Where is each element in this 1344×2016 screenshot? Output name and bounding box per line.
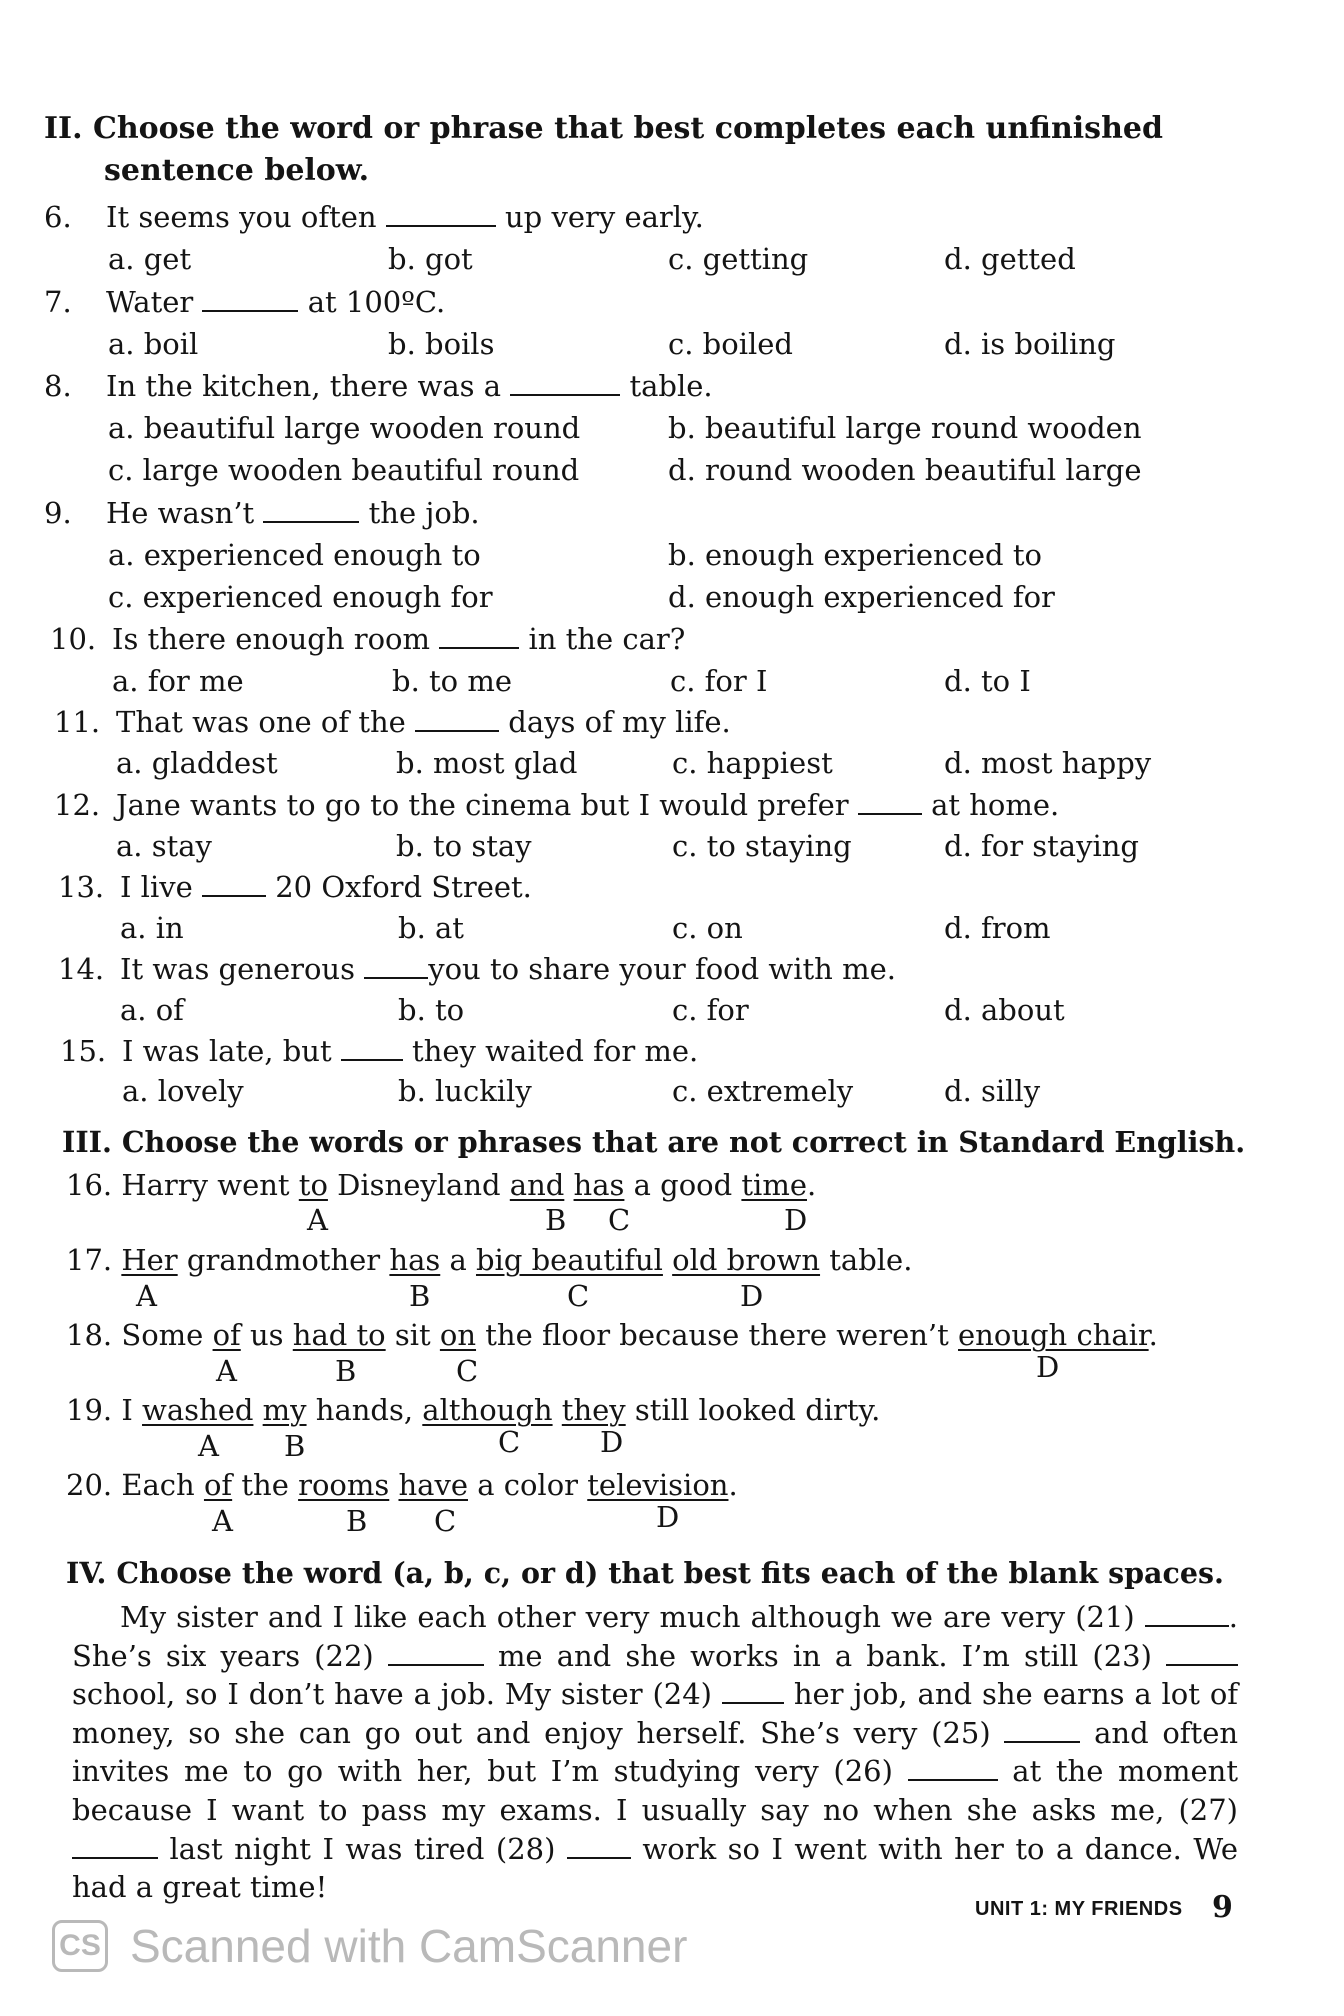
question-18: 18. Some of us had to sit on the floor because there weren’t enough chair.	[66, 1318, 1158, 1352]
label-19-d: D	[600, 1425, 624, 1459]
label-20-c: C	[434, 1504, 457, 1538]
label-17-d: D	[740, 1279, 764, 1313]
option-11b: b. most glad	[396, 746, 578, 780]
option-13b: b. at	[398, 911, 464, 945]
option-10a: a. for me	[112, 664, 244, 698]
option-7d: d. is boiling	[944, 327, 1116, 361]
camscanner-logo-icon: CS	[52, 1920, 108, 1972]
option-11d: d. most happy	[944, 746, 1152, 780]
option-10c: c. for I	[670, 664, 768, 698]
option-12d: d. for staying	[944, 829, 1139, 863]
label-17-b: B	[409, 1279, 431, 1313]
label-18-d: D	[1036, 1350, 1060, 1384]
option-9a: a. experienced enough to	[108, 538, 481, 572]
unit-label: UNIT 1: MY FRIENDS	[975, 1898, 1183, 1920]
option-7a: a. boil	[108, 327, 199, 361]
option-8b: b. beautiful large round wooden	[668, 411, 1142, 445]
option-10b: b. to me	[392, 664, 512, 698]
option-8d: d. round wooden beautiful large	[668, 453, 1142, 487]
question-10: 10. Is there enough room in the car?	[50, 622, 686, 656]
section-3-heading: III. Choose the words or phrases that are not correct in Standard English.	[62, 1125, 1246, 1159]
question-9: 9. He wasn’t the job.	[44, 496, 480, 530]
question-14: 14. It was generous you to share your food with me.	[58, 952, 896, 986]
option-8a: a. beautiful large wooden round	[108, 411, 581, 445]
question-8: 8. In the kitchen, there was a table.	[44, 369, 713, 403]
option-10d: d. to I	[944, 664, 1031, 698]
label-19-c: C	[498, 1425, 521, 1459]
question-13: 13. I live 20 Oxford Street.	[58, 870, 532, 904]
question-20: 20. Each of the rooms have a color television.	[66, 1468, 738, 1502]
label-18-c: C	[456, 1354, 479, 1388]
option-15c: c. extremely	[672, 1074, 854, 1108]
option-13c: c. on	[672, 911, 743, 945]
question-17: 17. Her grandmother has a big beautiful old brown table.	[66, 1243, 913, 1277]
question-11: 11. That was one of the days of my life.	[54, 705, 731, 739]
label-17-c: C	[567, 1279, 590, 1313]
option-8c: c. large wooden beautiful round	[108, 453, 580, 487]
label-19-a: A	[198, 1429, 219, 1463]
label-16-c: C	[608, 1203, 631, 1237]
section-2-heading: II. Choose the word or phrase that best completes each unfinished	[44, 111, 1163, 146]
option-9b: b. enough experienced to	[668, 538, 1042, 572]
option-9c: c. experienced enough for	[108, 580, 493, 614]
option-9d: d. enough experienced for	[668, 580, 1055, 614]
option-12b: b. to stay	[396, 829, 532, 863]
label-19-b: B	[284, 1429, 306, 1463]
option-6c: c. getting	[668, 242, 809, 276]
question-15: 15. I was late, but they waited for me.	[60, 1034, 699, 1068]
label-18-b: B	[335, 1354, 357, 1388]
option-14c: c. for	[672, 993, 749, 1027]
camscanner-watermark: Scanned with CamScanner	[130, 1920, 688, 1972]
option-14a: a. of	[120, 993, 184, 1027]
option-12a: a. stay	[116, 829, 212, 863]
question-12: 12. Jane wants to go to the cinema but I would prefer at home.	[54, 788, 1060, 822]
question-16: 16. Harry went to Disneyland and has a good time.	[66, 1168, 817, 1202]
cloze-passage: My sister and I like each other very much although we are very (21) . She’s six years (22) me and she works in a bank. I’m still (23) school, so I don’t have a job. My sister (24) her job, and she earns a lot of money, so she can go out and enjoy herself. She’s very (25) and often invites me to go with her, but I’m studying very (26) at the moment because I want to pass my exams. I usually say no when she asks me, (27) last night I was tired (28) work so I went with her to a dance. We had a great time!	[72, 1600, 1239, 1905]
option-15a: a. lovely	[122, 1074, 244, 1108]
label-20-a: A	[212, 1504, 233, 1538]
option-13d: d. from	[944, 911, 1051, 945]
label-16-d: D	[784, 1203, 808, 1237]
label-16-a: A	[307, 1203, 328, 1237]
option-15b: b. luckily	[398, 1074, 532, 1108]
option-13a: a. in	[120, 911, 184, 945]
option-14d: d. about	[944, 993, 1065, 1027]
option-6d: d. getted	[944, 242, 1076, 276]
option-11a: a. gladdest	[116, 746, 278, 780]
question-7: 7. Water at 100ºC.	[44, 285, 446, 319]
option-7c: c. boiled	[668, 327, 793, 361]
label-17-a: A	[136, 1279, 157, 1313]
option-11c: c. happiest	[672, 746, 833, 780]
option-12c: c. to staying	[672, 829, 852, 863]
question-19: 19. I washed my hands, although they still looked dirty.	[66, 1393, 881, 1427]
question-6: 6. It seems you often up very early.	[44, 200, 704, 234]
label-16-b: B	[545, 1203, 567, 1237]
page-number: 9	[1212, 1890, 1233, 1925]
section-2-heading-line2: sentence below.	[104, 153, 370, 188]
section-4-heading: IV. Choose the word (a, b, c, or d) that best fits each of the blank spaces.	[66, 1556, 1224, 1590]
option-15d: d. silly	[944, 1074, 1041, 1108]
option-6a: a. get	[108, 242, 192, 276]
option-6b: b. got	[388, 242, 473, 276]
label-18-a: A	[216, 1354, 237, 1388]
label-20-d: D	[656, 1500, 680, 1534]
option-7b: b. boils	[388, 327, 495, 361]
option-14b: b. to	[398, 993, 465, 1027]
label-20-b: B	[346, 1504, 368, 1538]
